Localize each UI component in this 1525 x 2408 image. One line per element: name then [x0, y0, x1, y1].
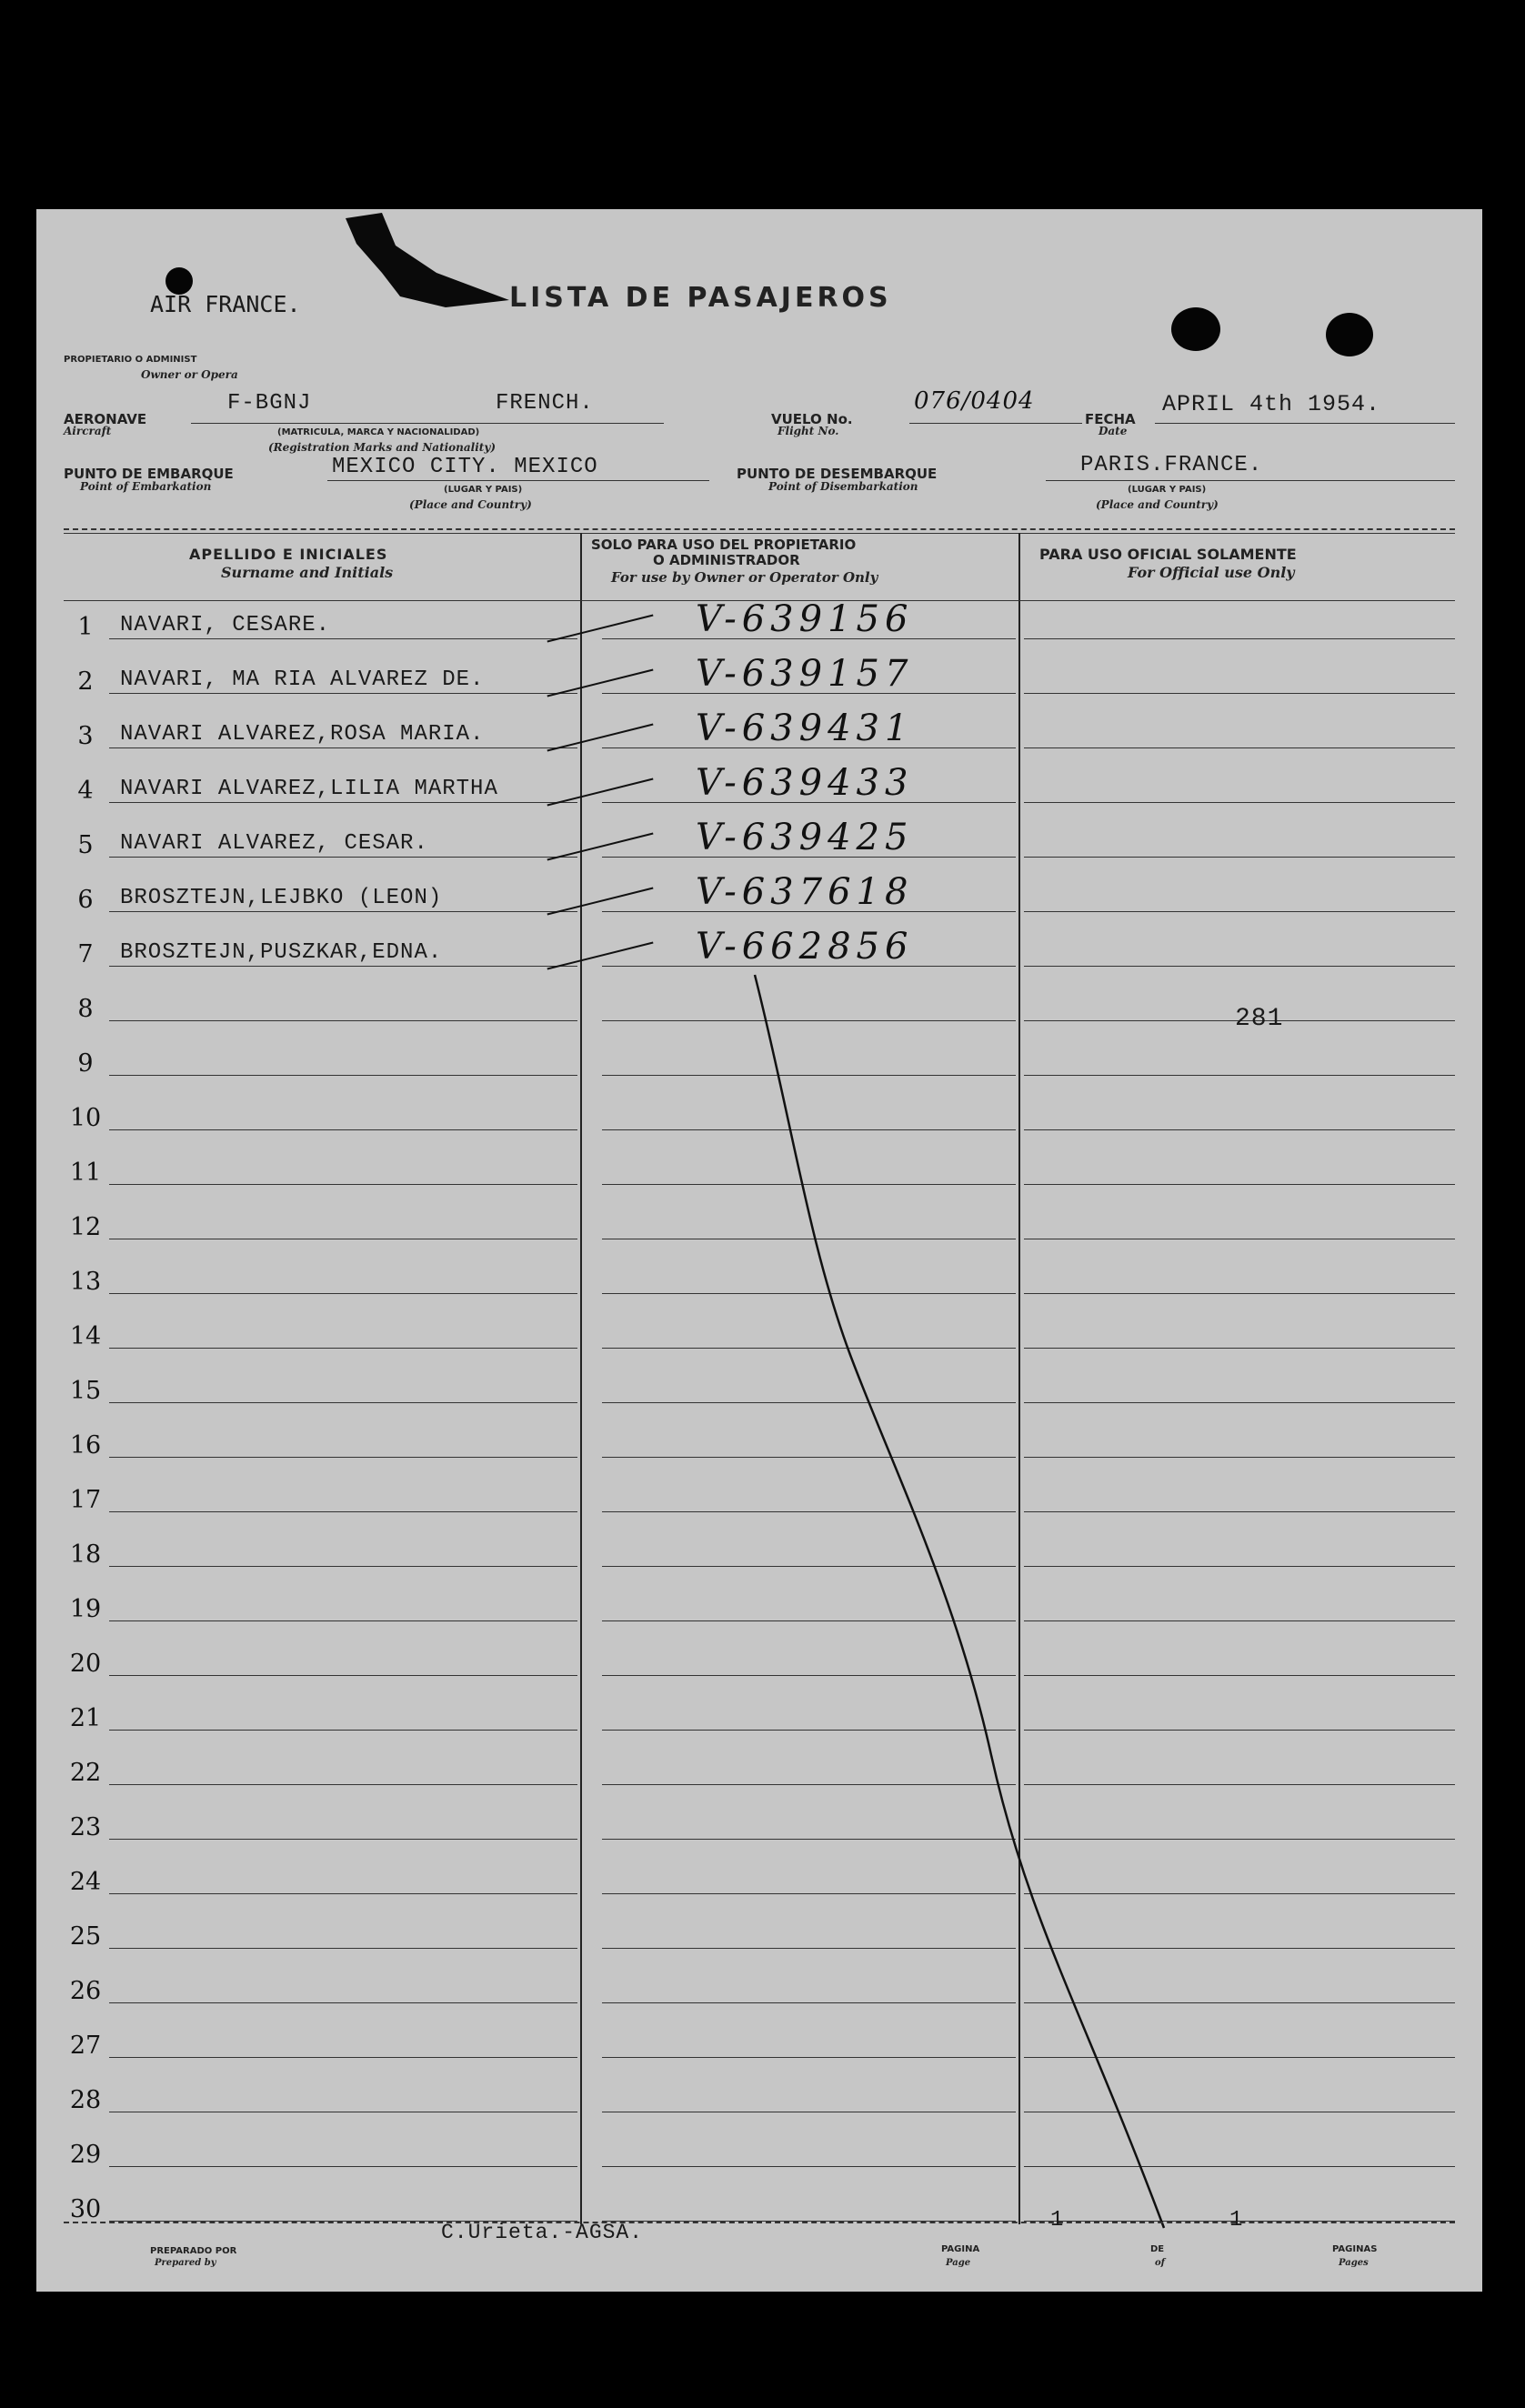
row-number: 14 — [69, 1322, 102, 1350]
page-number: 1 — [1050, 2208, 1065, 2232]
disembarkation-sub-en: (Place and Country) — [1096, 498, 1219, 511]
row-number: 30 — [69, 2195, 102, 2223]
flight-number: 076/0404 — [914, 387, 1035, 415]
passport-code: V-639433 — [696, 762, 914, 804]
page-label: PAGINA — [941, 2244, 980, 2254]
page-label-en: Page — [946, 2258, 971, 2268]
embarkation-label-en: Point of Embarkation — [80, 480, 212, 493]
date-value: APRIL 4th 1954. — [1162, 391, 1381, 417]
prepared-by-label-en: Prepared by — [155, 2258, 216, 2268]
row-number: 27 — [69, 2032, 102, 2060]
date-label-en: Date — [1099, 425, 1128, 437]
pages-label-en: Pages — [1339, 2258, 1369, 2268]
date-label: FECHA — [1085, 411, 1136, 427]
column-header-official: PARA USO OFICIAL SOLAMENTE — [1039, 546, 1297, 563]
row-number: 10 — [69, 1104, 102, 1132]
passport-code: V-637618 — [696, 871, 914, 913]
row-number: 4 — [77, 777, 94, 805]
row-number: 28 — [69, 2086, 102, 2114]
aircraft-registration: F-BGNJ — [227, 391, 312, 416]
row-number: 25 — [69, 1922, 102, 1951]
passenger-name: NAVARI, CESARE. — [120, 613, 331, 637]
footer-top-rule — [64, 2222, 1455, 2223]
row-number: 6 — [77, 886, 94, 914]
disembarkation-value: PARIS.FRANCE. — [1080, 453, 1263, 477]
disembarkation-sub-es: (LUGAR Y PAIS) — [1128, 485, 1207, 495]
row-number: 17 — [69, 1486, 102, 1514]
column-header-owner: SOLO PARA USO DEL PROPIETARIO — [591, 537, 857, 553]
row-number: 15 — [69, 1377, 102, 1405]
pages-label: PAGINAS — [1332, 2244, 1378, 2254]
tally-line — [36, 209, 1482, 2292]
flight-label-en: Flight No. — [778, 425, 839, 437]
row-number: 22 — [69, 1759, 102, 1787]
flight-label: VUELO No. — [771, 411, 853, 427]
row-number: 1 — [77, 613, 94, 641]
passport-code: V-639431 — [696, 707, 914, 749]
passenger-list-form — [36, 209, 1482, 2292]
page-title: LISTA DE PASAJEROS — [509, 282, 892, 314]
aircraft-sub-es: (MATRICULA, MARCA Y NACIONALIDAD) — [277, 427, 480, 437]
disembarkation-label-en: Point of Disembarkation — [768, 480, 918, 493]
passenger-name: NAVARI ALVAREZ,ROSA MARIA. — [120, 722, 485, 747]
column-header-owner-2: O ADMINISTRADOR — [653, 552, 800, 568]
column-header-owner-en: For use by Owner or Operator Only — [611, 569, 878, 586]
row-number: 3 — [77, 722, 94, 750]
row-number: 20 — [69, 1650, 102, 1678]
of-label: DE — [1150, 2244, 1165, 2254]
total-pages: 1 — [1229, 2208, 1244, 2232]
passport-code: V-639425 — [696, 817, 914, 858]
prepared-by: C.Urieta.-AGSA. — [441, 2221, 644, 2244]
row-number: 7 — [77, 940, 94, 968]
owner-label: PROPIETARIO O ADMINIST — [64, 355, 197, 365]
embarkation-label: PUNTO DE EMBARQUE — [64, 466, 234, 482]
owner-label-en: Owner or Opera — [141, 368, 238, 381]
of-label-en: of — [1155, 2258, 1165, 2268]
passenger-name: NAVARI ALVAREZ, CESAR. — [120, 831, 428, 856]
row-number: 29 — [69, 2141, 102, 2169]
row-number: 24 — [69, 1868, 102, 1896]
passenger-name: BROSZTEJN,LEJBKO (LEON) — [120, 886, 443, 910]
row-number: 26 — [69, 1977, 102, 2005]
passport-code: V-639156 — [696, 598, 914, 640]
row-number: 11 — [69, 1159, 102, 1187]
prepared-by-label: PREPARADO POR — [150, 2246, 237, 2256]
row-number: 16 — [69, 1431, 102, 1460]
aircraft-label: AERONAVE — [64, 411, 147, 427]
passport-code: V-639157 — [696, 653, 914, 695]
aircraft-nationality: FRENCH. — [496, 391, 594, 416]
column-header-official-en: For Official use Only — [1128, 564, 1295, 581]
row-number: 13 — [69, 1268, 102, 1296]
row-number: 19 — [69, 1595, 102, 1623]
column-header-surname: APELLIDO E INICIALES — [189, 546, 388, 563]
passenger-name: NAVARI, MA RIA ALVAREZ DE. — [120, 667, 485, 692]
official-note: 281 — [1235, 1005, 1284, 1033]
passenger-name: NAVARI ALVAREZ,LILIA MARTHA — [120, 777, 498, 801]
row-number: 9 — [77, 1049, 94, 1078]
passenger-name: BROSZTEJN,PUSZKAR,EDNA. — [120, 940, 443, 965]
embarkation-sub-es: (LUGAR Y PAIS) — [444, 485, 523, 495]
row-number: 23 — [69, 1813, 102, 1841]
row-number: 2 — [77, 667, 94, 696]
row-number: 18 — [69, 1540, 102, 1569]
disembarkation-label: PUNTO DE DESEMBARQUE — [737, 466, 938, 482]
row-number: 21 — [69, 1704, 102, 1732]
aircraft-sub-en: (Registration Marks and Nationality) — [268, 441, 496, 454]
embarkation-value: MEXICO CITY. MEXICO — [332, 455, 598, 479]
row-number: 5 — [77, 831, 94, 859]
airline-name: AIR FRANCE. — [150, 291, 301, 317]
embarkation-sub-en: (Place and Country) — [409, 498, 532, 511]
row-number: 12 — [69, 1213, 102, 1241]
column-header-surname-en: Surname and Initials — [221, 564, 394, 581]
row-number: 8 — [77, 995, 94, 1023]
passport-code: V-662856 — [696, 926, 914, 968]
aircraft-label-en: Aircraft — [64, 425, 112, 437]
